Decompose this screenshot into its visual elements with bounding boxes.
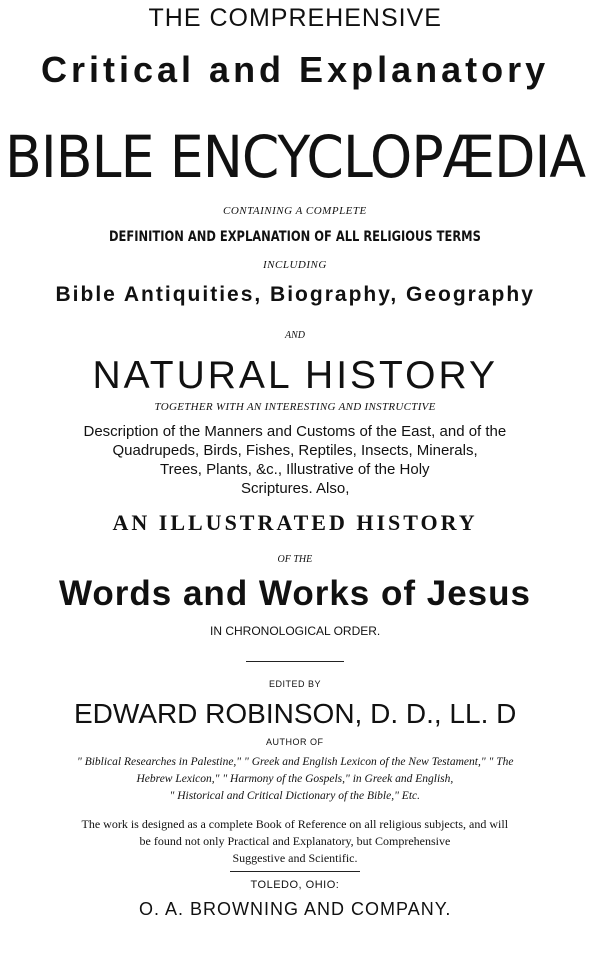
heading-natural-history: NATURAL HISTORY — [92, 354, 498, 397]
works-line: " Biblical Researches in Palestine," " Greek and English Lexicon of the New Testament," " The — [77, 756, 514, 768]
heading-comprehensive: THE COMPREHENSIVE — [148, 4, 442, 32]
subtitle-definition: DEFINITION AND EXPLANATION OF ALL RELIGIOUS TERMS — [109, 229, 482, 245]
heading-bible-encyclopaedia: BIBLE ENCYCLOPÆDIA — [5, 123, 586, 191]
subtitle-containing: CONTAINING A COMPLETE — [223, 205, 367, 217]
author-of-label: AUTHOR OF — [266, 737, 324, 747]
editor-name: EDWARD ROBINSON, D. D., LL. D — [74, 698, 517, 729]
description-line: Description of the Manners and Customs of the East, and of the — [83, 423, 507, 440]
description-line: Trees, Plants, &c., Illustrative of the Holy — [160, 461, 430, 478]
divider — [246, 661, 344, 662]
subtitle-together: TOGETHER WITH AN INTERESTING AND INSTRUCTIVE — [154, 401, 436, 413]
heading-illustrated-history: AN ILLUSTRATED HISTORY — [112, 510, 478, 535]
publisher-name: O. A. BROWNING AND COMPANY. — [139, 899, 452, 919]
divider — [230, 871, 360, 872]
heading-bible-antiquities: Bible Antiquities, Biography, Geography — [55, 283, 535, 306]
description-line: Quadrupeds, Birds, Fishes, Reptiles, Insects, Minerals, — [112, 442, 478, 459]
works-line: " Historical and Critical Dictionary of the Bible," Etc. — [169, 790, 420, 802]
design-line: Suggestive and Scientific. — [232, 851, 358, 865]
works-line: Hebrew Lexicon," " Harmony of the Gospels," in Greek and English, — [136, 773, 454, 785]
description-line: Scriptures. Also, — [241, 480, 350, 497]
subtitle-and: AND — [285, 330, 305, 341]
subtitle-including: INCLUDING — [263, 259, 327, 271]
publisher-city: TOLEDO, OHIO: — [250, 879, 340, 891]
heading-words-works-jesus: Words and Works of Jesus — [59, 574, 531, 613]
design-line: The work is designed as a complete Book of Reference on all religious subjects, and will — [81, 817, 509, 831]
subtitle-of-the: OF THE — [277, 554, 313, 565]
subtitle-chronological: IN CHRONOLOGICAL ORDER. — [210, 624, 381, 638]
heading-critical-explanatory: Critical and Explanatory — [41, 49, 550, 90]
design-line: be found not only Practical and Explanatory, but Comprehensive — [139, 834, 451, 848]
edited-by-label: EDITED BY — [269, 679, 322, 689]
